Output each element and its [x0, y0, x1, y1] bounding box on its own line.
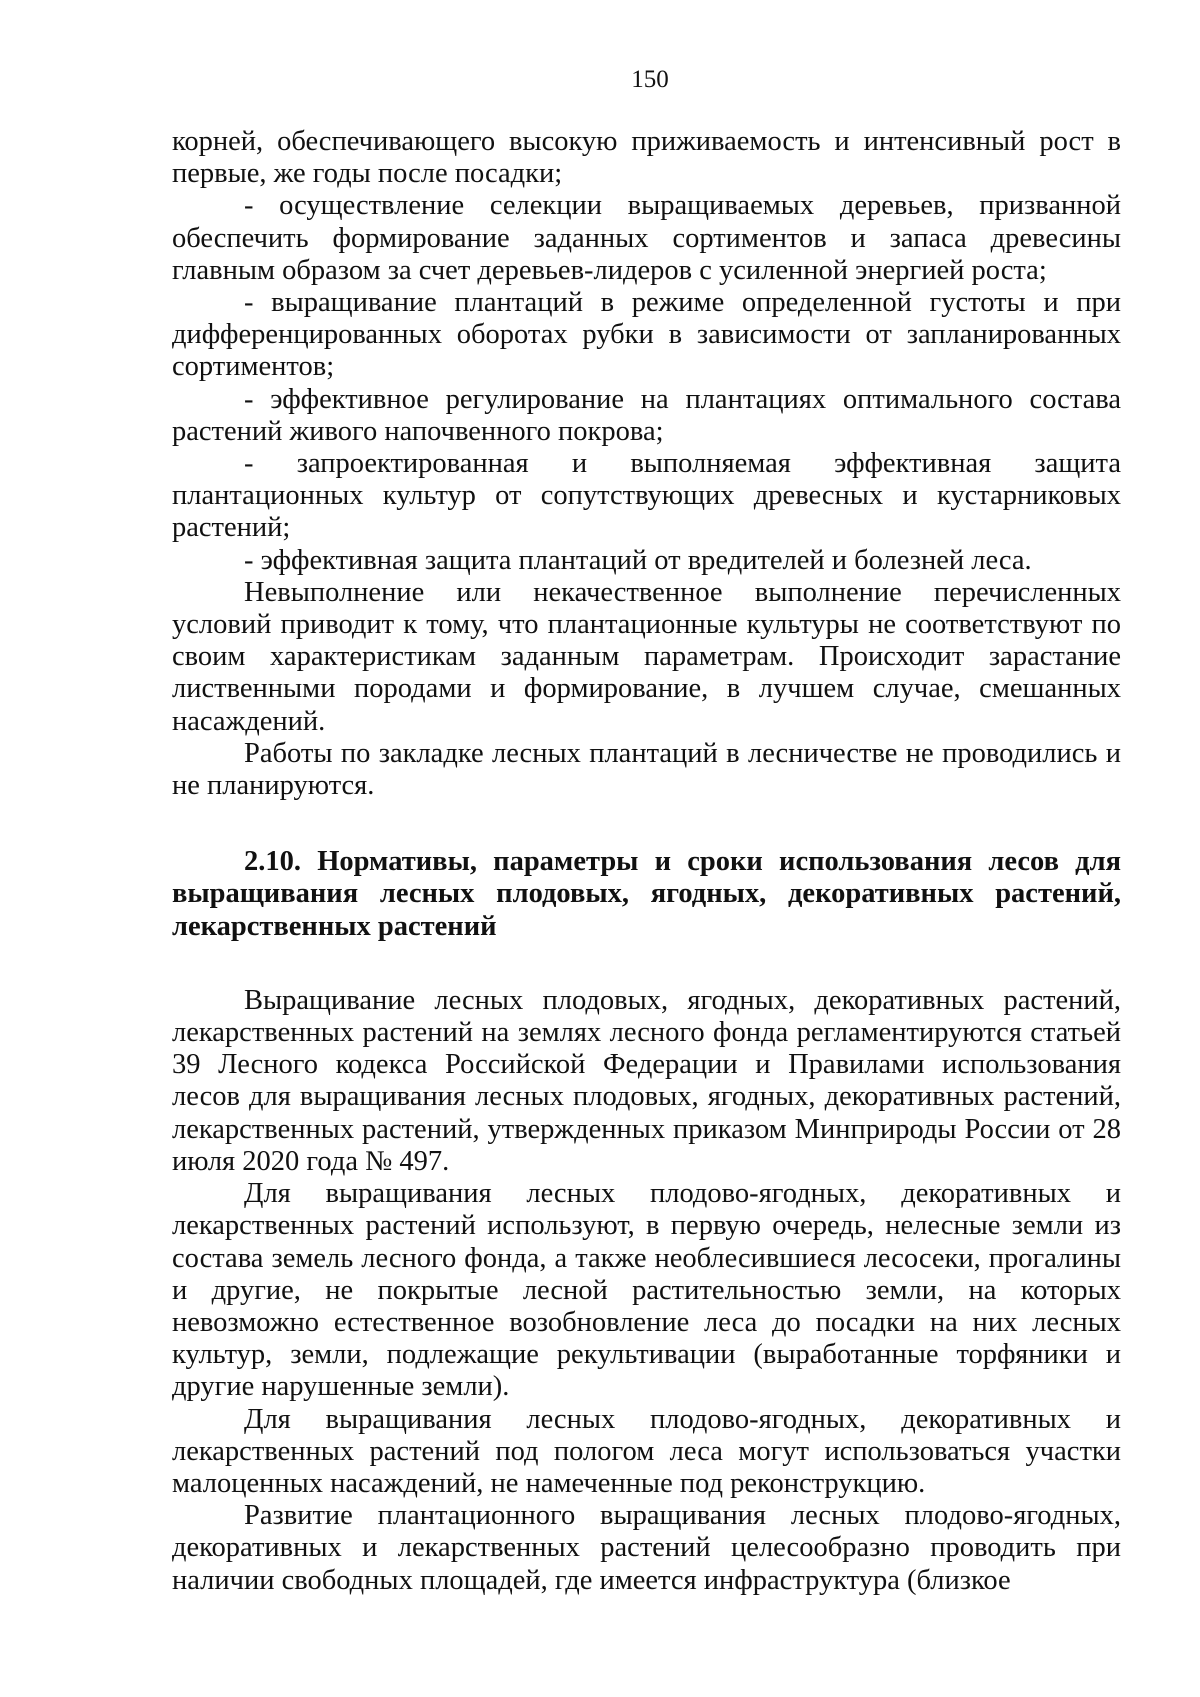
- paragraph: Работы по закладке лесных плантаций в лесничестве не проводились и не планируются.: [172, 737, 1121, 802]
- paragraph: Развитие плантационного выращивания лесных плодово-ягодных, декоративных и лекарственных растений целесообразно проводить при наличии свободных площадей, где имеется инфраструктура (близкое: [172, 1500, 1121, 1596]
- list-item: - выращивание плантаций в режиме определенной густоты и при дифференцированных оборотах рубки в зависимости от запланированных сортиментов;: [172, 287, 1121, 383]
- paragraph: Для выращивания лесных плодово-ягодных, декоративных и лекарственных растений под пологом леса могут использоваться участки малоценных насаждений, не намеченные под реконструкцию.: [172, 1403, 1121, 1499]
- list-item: - запроектированная и выполняемая эффективная защита плантационных культур от сопутствующих древесных и кустарниковых растений;: [172, 448, 1121, 544]
- list-item: - эффективная защита плантаций от вредителей и болезней леса.: [244, 544, 1032, 576]
- section-heading: 2.10. Нормативы, параметры и сроки использования лесов для выращивания лесных плодовых, ягодных, декоративных растений, лекарственных растений: [172, 846, 1121, 942]
- paragraph: Невыполнение или некачественное выполнение перечисленных условий приводит к тому, что плантационные культуры не соответствуют по своим характеристикам заданным параметрам. Происходит зарастание лиственными породами и формирование, в лучшем случае, смешанных насаждений.: [172, 576, 1121, 737]
- list-item: - эффективное регулирование на плантациях оптимального состава растений живого напочвенного покрова;: [172, 383, 1121, 447]
- paragraph: корней, обеспечивающего высокую приживаемость и интенсивный рост в первые, же годы после посадки;: [172, 126, 1121, 190]
- page-number: 150: [631, 66, 669, 93]
- paragraph: Выращивание лесных плодовых, ягодных, декоративных растений, лекарственных растений на землях лесного фонда регламентируются статьей 39 Лесного кодекса Российской Федерации и Правилами использования лесов для выращивания лесных плодовых, ягодных, декоративных растений, лекарственных растений, утвержденных приказом Минприроды России от 28 июля 2020 года № 497.: [172, 984, 1121, 1177]
- document-body: [172, 126, 1121, 1597]
- paragraph: Для выращивания лесных плодово-ягодных, декоративных и лекарственных растений используют, в первую очередь, нелесные земли из состава земель лесного фонда, а также необлесившиеся лесосеки, прогалины и другие, не покрытые лесной растительностью земли, на которых невозможно естественное возобновление леса до посадки на них лесных культур, земли, подлежащие рекультивации (выработанные торфяники и другие нарушенные земли).: [172, 1178, 1121, 1403]
- list-item: - осуществление селекции выращиваемых деревьев, призванной обеспечить формирование заданных сортиментов и запаса древесины главным образом за счет деревьев-лидеров с усиленной энергией роста;: [172, 190, 1121, 286]
